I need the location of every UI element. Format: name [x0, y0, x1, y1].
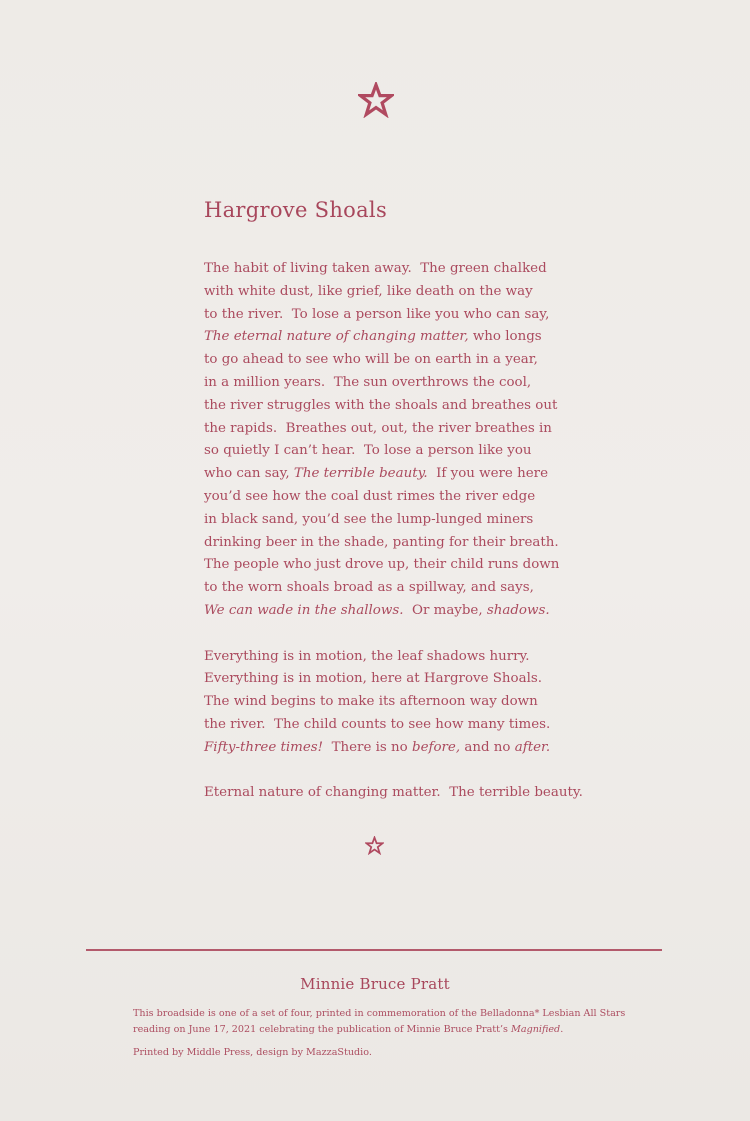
poem-title: Hargrove Shoals	[204, 198, 388, 222]
poem-line	[204, 326, 564, 349]
poem-text: Everything is in motion, the leaf shadows hurry.	[204, 648, 530, 664]
poem-text: the river. The child counts to see how many times.	[204, 716, 551, 732]
poem-text: so quietly I can’t hear. To lose a person like you	[204, 443, 532, 459]
colophon-text: .	[560, 1023, 564, 1035]
colophon-text: reading on June 17, 2021 celebrating the publication of Minnie Bruce Pratt’s	[133, 1023, 512, 1035]
poem-line	[204, 509, 564, 532]
poem-text: you’d see how the coal dust rimes the river edge	[204, 488, 536, 504]
poem-line	[204, 646, 564, 669]
poem-line	[204, 349, 564, 372]
poem-text: The terrible beauty.	[293, 466, 428, 482]
poem-text: The people who just drove up, their child runs down	[204, 557, 560, 573]
poem-text: shadows.	[486, 602, 550, 618]
stanza	[204, 646, 564, 760]
poem-text: who can say,	[204, 466, 294, 482]
poem-body	[204, 258, 583, 828]
author-name: Minnie Bruce Pratt	[300, 975, 450, 993]
poem-text: The wind begins to make its afternoon way down	[204, 694, 538, 710]
poem-line	[204, 418, 564, 441]
poem-text: who longs	[468, 329, 542, 345]
poem-text: There is no	[323, 739, 412, 755]
poem-line	[204, 532, 564, 555]
poem-text: before,	[412, 739, 461, 755]
poem-line	[204, 737, 564, 760]
poem-text: The eternal nature of changing matter,	[204, 329, 469, 345]
poem-line	[204, 304, 564, 327]
poem-line	[204, 691, 564, 714]
poem-line	[204, 714, 564, 737]
poem-text: the river struggles with the shoals and breathes out	[204, 397, 558, 413]
colophon-text: This broadside is one of a set of four, printed in commemoration of the Belladonna* Lesbian All Stars	[133, 1008, 626, 1019]
poem-text: If you were here	[427, 466, 548, 482]
poem-text: the rapids. Breathes out, out, the river breathes in	[204, 420, 552, 436]
poem-text: Or maybe,	[403, 602, 487, 618]
poem-text: The habit of living taken away. The green chalked	[204, 261, 547, 276]
poem-text: after.	[514, 739, 551, 755]
poem-line	[204, 372, 564, 395]
star-outline-icon	[358, 82, 394, 118]
poem-line	[204, 281, 564, 304]
poem-line	[204, 463, 564, 486]
poem-line	[204, 440, 564, 463]
stanza	[204, 258, 564, 623]
poem-text: Everything is in motion, here at Hargrove Shoals.	[204, 671, 543, 687]
printer-credit: Printed by Middle Press, design by MazzaStudio.	[133, 1047, 372, 1058]
poem-text: Eternal nature of changing matter. The terrible beauty.	[204, 785, 583, 801]
poem-line	[204, 577, 564, 600]
poem-text: to the river. To lose a person like you who can say,	[204, 306, 550, 322]
poem-text: and no	[460, 739, 515, 755]
poem-text: in a million years. The sun overthrows the cool,	[204, 374, 532, 390]
poem-line	[204, 395, 564, 418]
poem-line	[204, 600, 564, 623]
poem-text: We can wade in the shallows.	[204, 602, 404, 618]
poem-line	[204, 554, 564, 577]
star-outline-icon	[365, 836, 384, 855]
colophon-line	[133, 1006, 653, 1037]
poem-text: with white dust, like grief, like death on the way	[204, 283, 533, 299]
poem-line	[204, 668, 564, 691]
poem-line	[204, 486, 564, 509]
colophon	[133, 1006, 653, 1069]
poem-text: Fifty-three times!	[204, 739, 324, 755]
poem-line	[204, 258, 564, 281]
poem-text: drinking beer in the shade, panting for their breath.	[204, 534, 559, 550]
book-title: Magnified	[511, 1023, 561, 1035]
poem-text: to the worn shoals broad as a spillway, and says,	[204, 580, 534, 596]
poem-line	[204, 782, 583, 805]
stanza	[204, 782, 583, 805]
poem-text: in black sand, you’d see the lump-lunged miners	[204, 511, 534, 527]
divider-rule	[86, 949, 662, 951]
poem-text: to go ahead to see who will be on earth in a year,	[204, 352, 538, 368]
